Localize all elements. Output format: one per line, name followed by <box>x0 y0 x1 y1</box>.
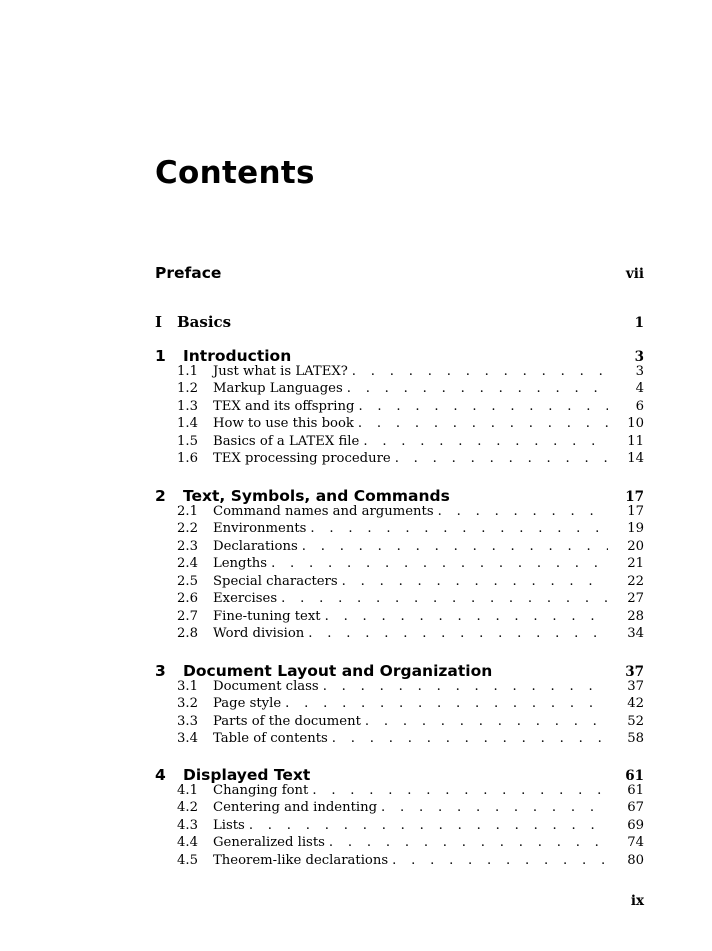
chapter-page: 61 <box>625 768 644 784</box>
section-title: Just what is LATEX? <box>213 364 348 379</box>
section-entry <box>177 853 644 871</box>
dot-leader <box>365 714 608 729</box>
section-entry <box>177 818 644 836</box>
section-number: 1.3 <box>177 398 198 414</box>
section-number: 2.7 <box>177 608 198 624</box>
section-page: 10 <box>627 416 644 432</box>
section-title: Changing font <box>213 783 309 798</box>
section-entry <box>177 679 644 697</box>
section-entry <box>177 731 644 749</box>
dot-leader <box>329 835 608 850</box>
section-title: TEX processing procedure <box>213 451 391 467</box>
section-page: 37 <box>627 679 644 694</box>
preface-label: Preface <box>155 264 222 282</box>
section-entry <box>177 800 644 818</box>
section-page: 61 <box>627 783 644 798</box>
section-title: How to use this book <box>213 416 354 432</box>
dot-leader <box>363 434 608 449</box>
dot-leader <box>347 381 608 396</box>
section-entry <box>177 609 644 627</box>
section-number: 1.1 <box>177 364 198 379</box>
page-folio: ix <box>630 893 644 909</box>
section-title: Lengths <box>213 556 268 572</box>
chapter-title: Document Layout and Organization <box>183 662 493 680</box>
section-number: 2.3 <box>177 538 198 554</box>
section-page: 20 <box>627 538 644 554</box>
section-title: Declarations <box>213 538 298 554</box>
dot-leader <box>249 818 608 833</box>
dot-leader <box>308 626 608 641</box>
chapter-title: Displayed Text <box>183 766 311 784</box>
section-title: Word division <box>213 626 305 642</box>
section-entry <box>177 574 644 592</box>
section-title: Exercises <box>213 591 278 607</box>
section-number: 1.6 <box>177 451 198 467</box>
section-entry <box>177 626 644 644</box>
section-number: 4.4 <box>177 835 198 851</box>
section-number: 2.1 <box>177 504 198 519</box>
part-label: Basics <box>177 313 232 331</box>
section-entry <box>177 835 644 853</box>
section-title: Command names and arguments <box>213 504 434 519</box>
dot-leader <box>285 696 608 711</box>
section-page: 58 <box>627 731 644 747</box>
section-title: Page style <box>213 696 282 712</box>
section-entry <box>177 556 644 574</box>
section-page: 42 <box>627 696 644 712</box>
section-title: Generalized lists <box>213 835 325 851</box>
chapter-entry <box>155 766 644 784</box>
dot-leader <box>325 609 608 624</box>
chapter-number: 3 <box>155 662 166 680</box>
section-title: Lists <box>213 817 245 833</box>
section-entry <box>177 451 644 469</box>
chapter-entry <box>155 487 644 505</box>
section-page: 80 <box>627 852 644 868</box>
section-entry <box>177 416 644 434</box>
section-number: 3.4 <box>177 731 198 747</box>
section-page: 19 <box>627 521 644 537</box>
dot-leader <box>352 364 608 379</box>
section-title: Parts of the document <box>213 713 361 729</box>
dot-leader <box>310 521 608 536</box>
section-number: 4.3 <box>177 817 198 833</box>
section-title: Table of contents <box>213 731 328 747</box>
part-entry <box>155 313 644 331</box>
section-number: 1.4 <box>177 416 198 432</box>
chapter-number: 1 <box>155 347 166 365</box>
section-title: Basics of a LATEX file <box>213 433 360 449</box>
dot-leader <box>381 800 608 815</box>
section-page: 34 <box>627 626 644 642</box>
section-entry <box>177 591 644 609</box>
section-title: TEX and its offspring <box>213 398 355 414</box>
section-entry <box>177 364 644 382</box>
section-number: 4.5 <box>177 852 198 868</box>
dot-leader <box>332 731 608 746</box>
section-entry <box>177 434 644 452</box>
section-page: 14 <box>627 451 644 467</box>
section-page: 67 <box>627 800 644 816</box>
dot-leader <box>395 451 608 466</box>
chapter-page: 17 <box>625 489 644 505</box>
section-number: 2.5 <box>177 573 198 589</box>
chapter-number: 4 <box>155 766 166 784</box>
dot-leader <box>392 853 608 868</box>
section-number: 3.1 <box>177 679 198 694</box>
dot-leader <box>271 556 608 571</box>
section-page: 3 <box>635 364 644 379</box>
section-entry <box>177 381 644 399</box>
toc-page <box>155 0 644 951</box>
section-page: 11 <box>627 433 644 449</box>
section-number: 1.2 <box>177 381 198 397</box>
section-page: 21 <box>627 556 644 572</box>
section-page: 27 <box>627 591 644 607</box>
section-number: 3.2 <box>177 696 198 712</box>
section-page: 28 <box>627 608 644 624</box>
section-entry <box>177 539 644 557</box>
section-page: 74 <box>627 835 644 851</box>
section-page: 52 <box>627 713 644 729</box>
chapter-number: 2 <box>155 487 166 505</box>
section-entry <box>177 521 644 539</box>
dot-leader <box>342 574 608 589</box>
section-entry <box>177 714 644 732</box>
section-page: 4 <box>635 381 644 397</box>
section-number: 2.6 <box>177 591 198 607</box>
section-title: Environments <box>213 521 307 537</box>
section-title: Fine-tuning text <box>213 608 321 624</box>
dot-leader <box>281 591 608 606</box>
section-page: 6 <box>635 398 644 414</box>
section-page: 17 <box>627 504 644 519</box>
part-page: 1 <box>634 315 644 331</box>
section-entry <box>177 783 644 801</box>
dot-leader <box>323 679 608 694</box>
section-number: 3.3 <box>177 713 198 729</box>
dot-leader <box>312 783 608 798</box>
section-entry <box>177 399 644 417</box>
section-page: 69 <box>627 817 644 833</box>
section-title: Document class <box>213 679 319 694</box>
part-number: I <box>155 313 163 331</box>
section-title: Theorem-like declarations <box>213 852 389 868</box>
chapter-entry <box>155 347 644 365</box>
section-number: 1.5 <box>177 433 198 449</box>
section-number: 2.2 <box>177 521 198 537</box>
chapter-title: Text, Symbols, and Commands <box>183 487 450 505</box>
chapter-title: Introduction <box>183 347 292 365</box>
section-number: 2.4 <box>177 556 198 572</box>
chapter-entry <box>155 662 644 680</box>
preface-entry <box>155 264 644 282</box>
section-number: 4.2 <box>177 800 198 816</box>
preface-page: vii <box>625 266 644 282</box>
section-page: 22 <box>627 573 644 589</box>
dot-leader <box>358 399 608 414</box>
section-title: Markup Languages <box>213 381 343 397</box>
section-entry <box>177 504 644 522</box>
dot-leader <box>302 539 608 554</box>
section-number: 2.8 <box>177 626 198 642</box>
page-title: Contents <box>155 155 315 191</box>
chapter-page: 3 <box>634 349 644 365</box>
chapter-page: 37 <box>625 664 644 680</box>
dot-leader <box>438 504 608 519</box>
section-number: 4.1 <box>177 783 198 798</box>
section-title: Special characters <box>213 573 338 589</box>
section-entry <box>177 696 644 714</box>
dot-leader <box>358 416 608 431</box>
section-title: Centering and indenting <box>213 800 378 816</box>
